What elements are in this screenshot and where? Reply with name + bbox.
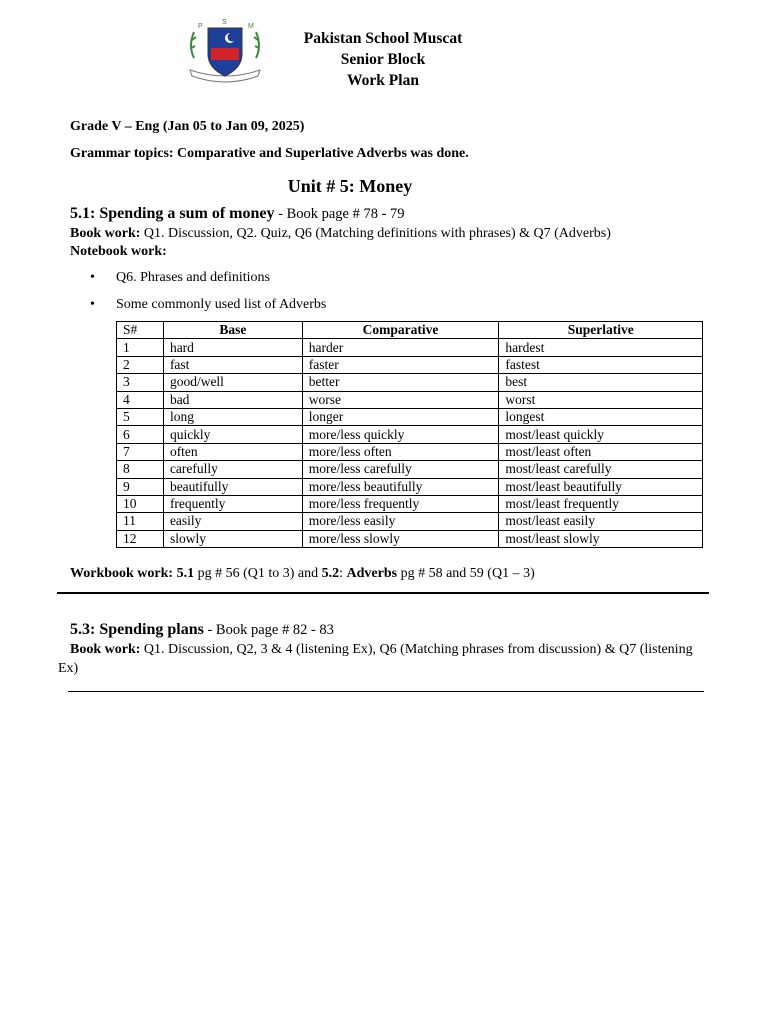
table-cell: beautifully	[163, 478, 302, 495]
table-cell: best	[499, 374, 703, 391]
column-header: Base	[163, 322, 302, 339]
workbook-section: 5.1	[176, 566, 195, 581]
table-cell: 5	[117, 408, 164, 425]
table-cell: more/less frequently	[302, 495, 499, 512]
table-row	[117, 356, 703, 373]
table-cell: 12	[117, 530, 164, 547]
table-cell: more/less slowly	[302, 530, 499, 547]
divider	[57, 592, 709, 594]
table-cell: slowly	[163, 530, 302, 547]
table-cell: frequently	[163, 495, 302, 512]
section-title: 5.1: Spending a sum of money	[70, 205, 275, 222]
table-cell: long	[163, 408, 302, 425]
table-cell: faster	[302, 356, 499, 373]
grammar-line: Grammar topics: Comparative and Superlative Adverbs was done.	[70, 146, 469, 161]
table-cell: most/least beautifully	[499, 478, 703, 495]
bullet-item	[90, 297, 326, 313]
table-cell: 2	[117, 356, 164, 373]
table-cell: fast	[163, 356, 302, 373]
table-cell: most/least often	[499, 443, 703, 460]
table-cell: most/least easily	[499, 513, 703, 530]
table-row	[117, 339, 703, 356]
table-row	[117, 426, 703, 443]
book-reference: - Book page # 82 - 83	[203, 622, 334, 638]
bullet-icon: •	[90, 270, 95, 285]
table-cell: more/less often	[302, 443, 499, 460]
svg-text:P: P	[198, 23, 203, 30]
column-header: Superlative	[499, 322, 703, 339]
table-row	[117, 443, 703, 460]
bookwork-line	[70, 226, 611, 242]
table-cell: hardest	[499, 339, 703, 356]
table-row	[117, 495, 703, 512]
table-cell: often	[163, 443, 302, 460]
table-cell: more/less easily	[302, 513, 499, 530]
table-header-row	[117, 322, 703, 339]
workbook-text: :	[339, 566, 347, 581]
table-cell: 3	[117, 374, 164, 391]
workbook-topic: Adverbs	[346, 566, 398, 581]
workbook-label: Workbook work:	[70, 566, 174, 581]
table-cell: quickly	[163, 426, 302, 443]
table-cell: easily	[163, 513, 302, 530]
section-title: 5.3: Spending plans	[70, 621, 204, 638]
table-row	[117, 530, 703, 547]
table-cell: more/less carefully	[302, 461, 499, 478]
table-cell: worst	[499, 391, 703, 408]
table-cell: 8	[117, 461, 164, 478]
bookwork-paragraph	[58, 640, 713, 678]
bookwork-text: Q1. Discussion, Q2. Quiz, Q6 (Matching definitions with phrases) & Q7 (Adverbs)	[140, 226, 611, 241]
adverbs-table	[116, 321, 703, 548]
table-cell: most/least quickly	[499, 426, 703, 443]
table-cell: longer	[302, 408, 499, 425]
section-heading-5-3	[70, 621, 334, 639]
bookwork-label: Book work:	[70, 226, 141, 241]
document-header	[230, 28, 536, 91]
table-row	[117, 408, 703, 425]
workbook-line	[70, 566, 535, 582]
table-cell: longest	[499, 408, 703, 425]
bullet-icon: •	[90, 297, 95, 312]
column-header: S#	[117, 322, 164, 339]
table-cell: 9	[117, 478, 164, 495]
book-reference: - Book page # 78 - 79	[274, 206, 405, 222]
table-cell: 11	[117, 513, 164, 530]
bookwork-label: Book work:	[70, 642, 141, 657]
table-cell: more/less beautifully	[302, 478, 499, 495]
svg-text:M: M	[248, 23, 254, 30]
table-row	[117, 374, 703, 391]
table-cell: more/less quickly	[302, 426, 499, 443]
table-cell: 6	[117, 426, 164, 443]
unit-title: Unit # 5: Money	[287, 176, 413, 196]
block-name: Senior Block	[340, 51, 426, 68]
bullet-item	[90, 270, 270, 286]
school-name: Pakistan School Muscat	[303, 30, 463, 47]
table-cell: most/least frequently	[499, 495, 703, 512]
divider	[68, 691, 704, 692]
svg-text:S: S	[222, 19, 227, 26]
workbook-text: pg # 58 and 59 (Q1 – 3)	[397, 566, 535, 581]
table-cell: fastest	[499, 356, 703, 373]
table-cell: harder	[302, 339, 499, 356]
workbook-section: 5.2	[321, 566, 340, 581]
table-cell: bad	[163, 391, 302, 408]
bullet-text: Q6. Phrases and definitions	[116, 270, 270, 285]
bullet-text: Some commonly used list of Adverbs	[116, 297, 327, 312]
table-cell: good/well	[163, 374, 302, 391]
table-cell: worse	[302, 391, 499, 408]
table-row	[117, 391, 703, 408]
table-cell: most/least slowly	[499, 530, 703, 547]
table-row	[117, 478, 703, 495]
notebook-label	[70, 244, 167, 260]
table-row	[117, 513, 703, 530]
notebook-label-text: Notebook work:	[70, 244, 167, 259]
table-cell: better	[302, 374, 499, 391]
table-cell: carefully	[163, 461, 302, 478]
section-heading-5-1	[70, 205, 405, 223]
table-cell: 1	[117, 339, 164, 356]
column-header: Comparative	[302, 322, 499, 339]
table-cell: 10	[117, 495, 164, 512]
table-cell: 4	[117, 391, 164, 408]
bookwork-text: Q1. Discussion, Q2, 3 & 4 (listening Ex), Q6 (Matching phrases from discussion) & Q7 (listening Ex)	[58, 642, 693, 676]
table-cell: 7	[117, 443, 164, 460]
table-cell: most/least carefully	[499, 461, 703, 478]
table-cell: hard	[163, 339, 302, 356]
grade-line: Grade V – Eng (Jan 05 to Jan 09, 2025)	[70, 119, 305, 134]
document-type: Work Plan	[347, 72, 419, 89]
workbook-text: pg # 56 (Q1 to 3) and	[194, 566, 322, 581]
table-row	[117, 461, 703, 478]
